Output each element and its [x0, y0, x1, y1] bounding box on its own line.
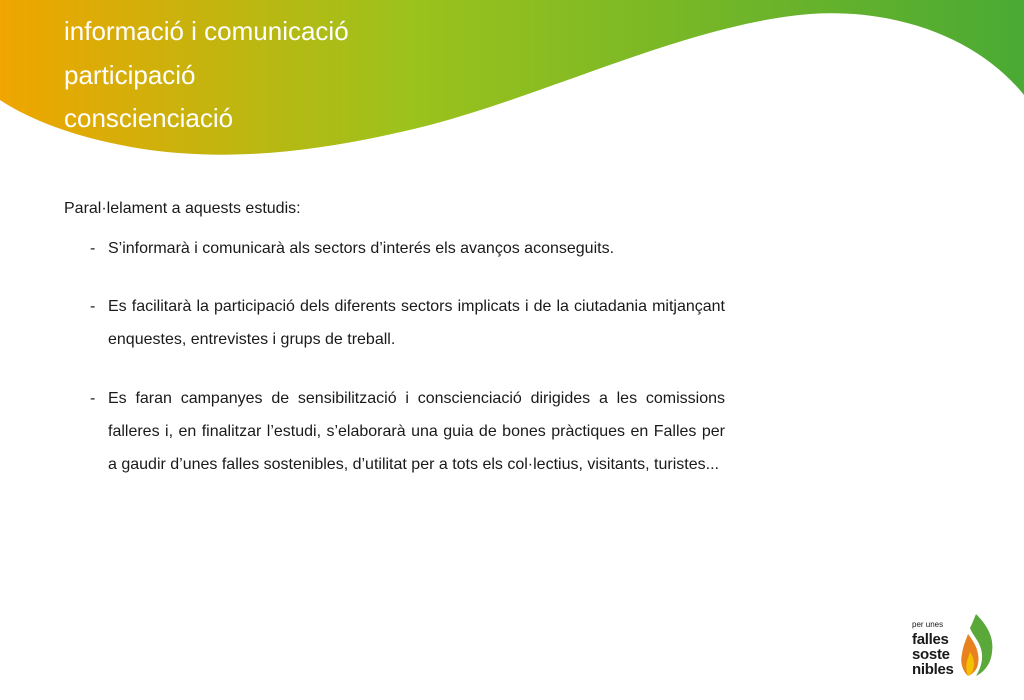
intro-text: Paral·lelament a aquests estudis: — [64, 200, 301, 217]
bullet-text: Es facilitarà la participació dels diferents sectors implicats i de la ciutadania mitjançant enquestes, entrevistes i grups de treball. — [108, 298, 725, 348]
bullet-dash: - — [90, 390, 96, 407]
logo-word: falles — [912, 631, 949, 648]
header-title-line-2: participació — [64, 60, 196, 90]
bullet-item — [90, 232, 725, 265]
logo-small-text: per unes — [912, 620, 944, 629]
bullet-text: Es faran campanyes de sensibilització i conscienciació dirigides a les comissions falleres i, en finalitzar l’estudi, s’elaborarà una guia de bones pràctiques en Falles per a gaudir d’unes falles sostenibles, d’utilitat per a tots els col·lectius, visitants, turistes... — [108, 390, 725, 473]
bullet-item — [90, 290, 725, 356]
falles-sostenibles-logo — [912, 612, 1012, 682]
flame-icon — [958, 612, 998, 678]
bullet-dash: - — [90, 240, 96, 257]
header-title-line-1: informació i comunicació — [64, 16, 349, 46]
bullet-dash: - — [90, 298, 96, 315]
logo-word: soste — [912, 646, 950, 663]
bullet-item — [90, 382, 725, 481]
logo-word: nibles — [912, 661, 954, 678]
bullet-text: S’informarà i comunicarà als sectors d’interés els avanços aconseguits. — [108, 240, 615, 257]
header-title-line-3: conscienciació — [64, 103, 234, 133]
